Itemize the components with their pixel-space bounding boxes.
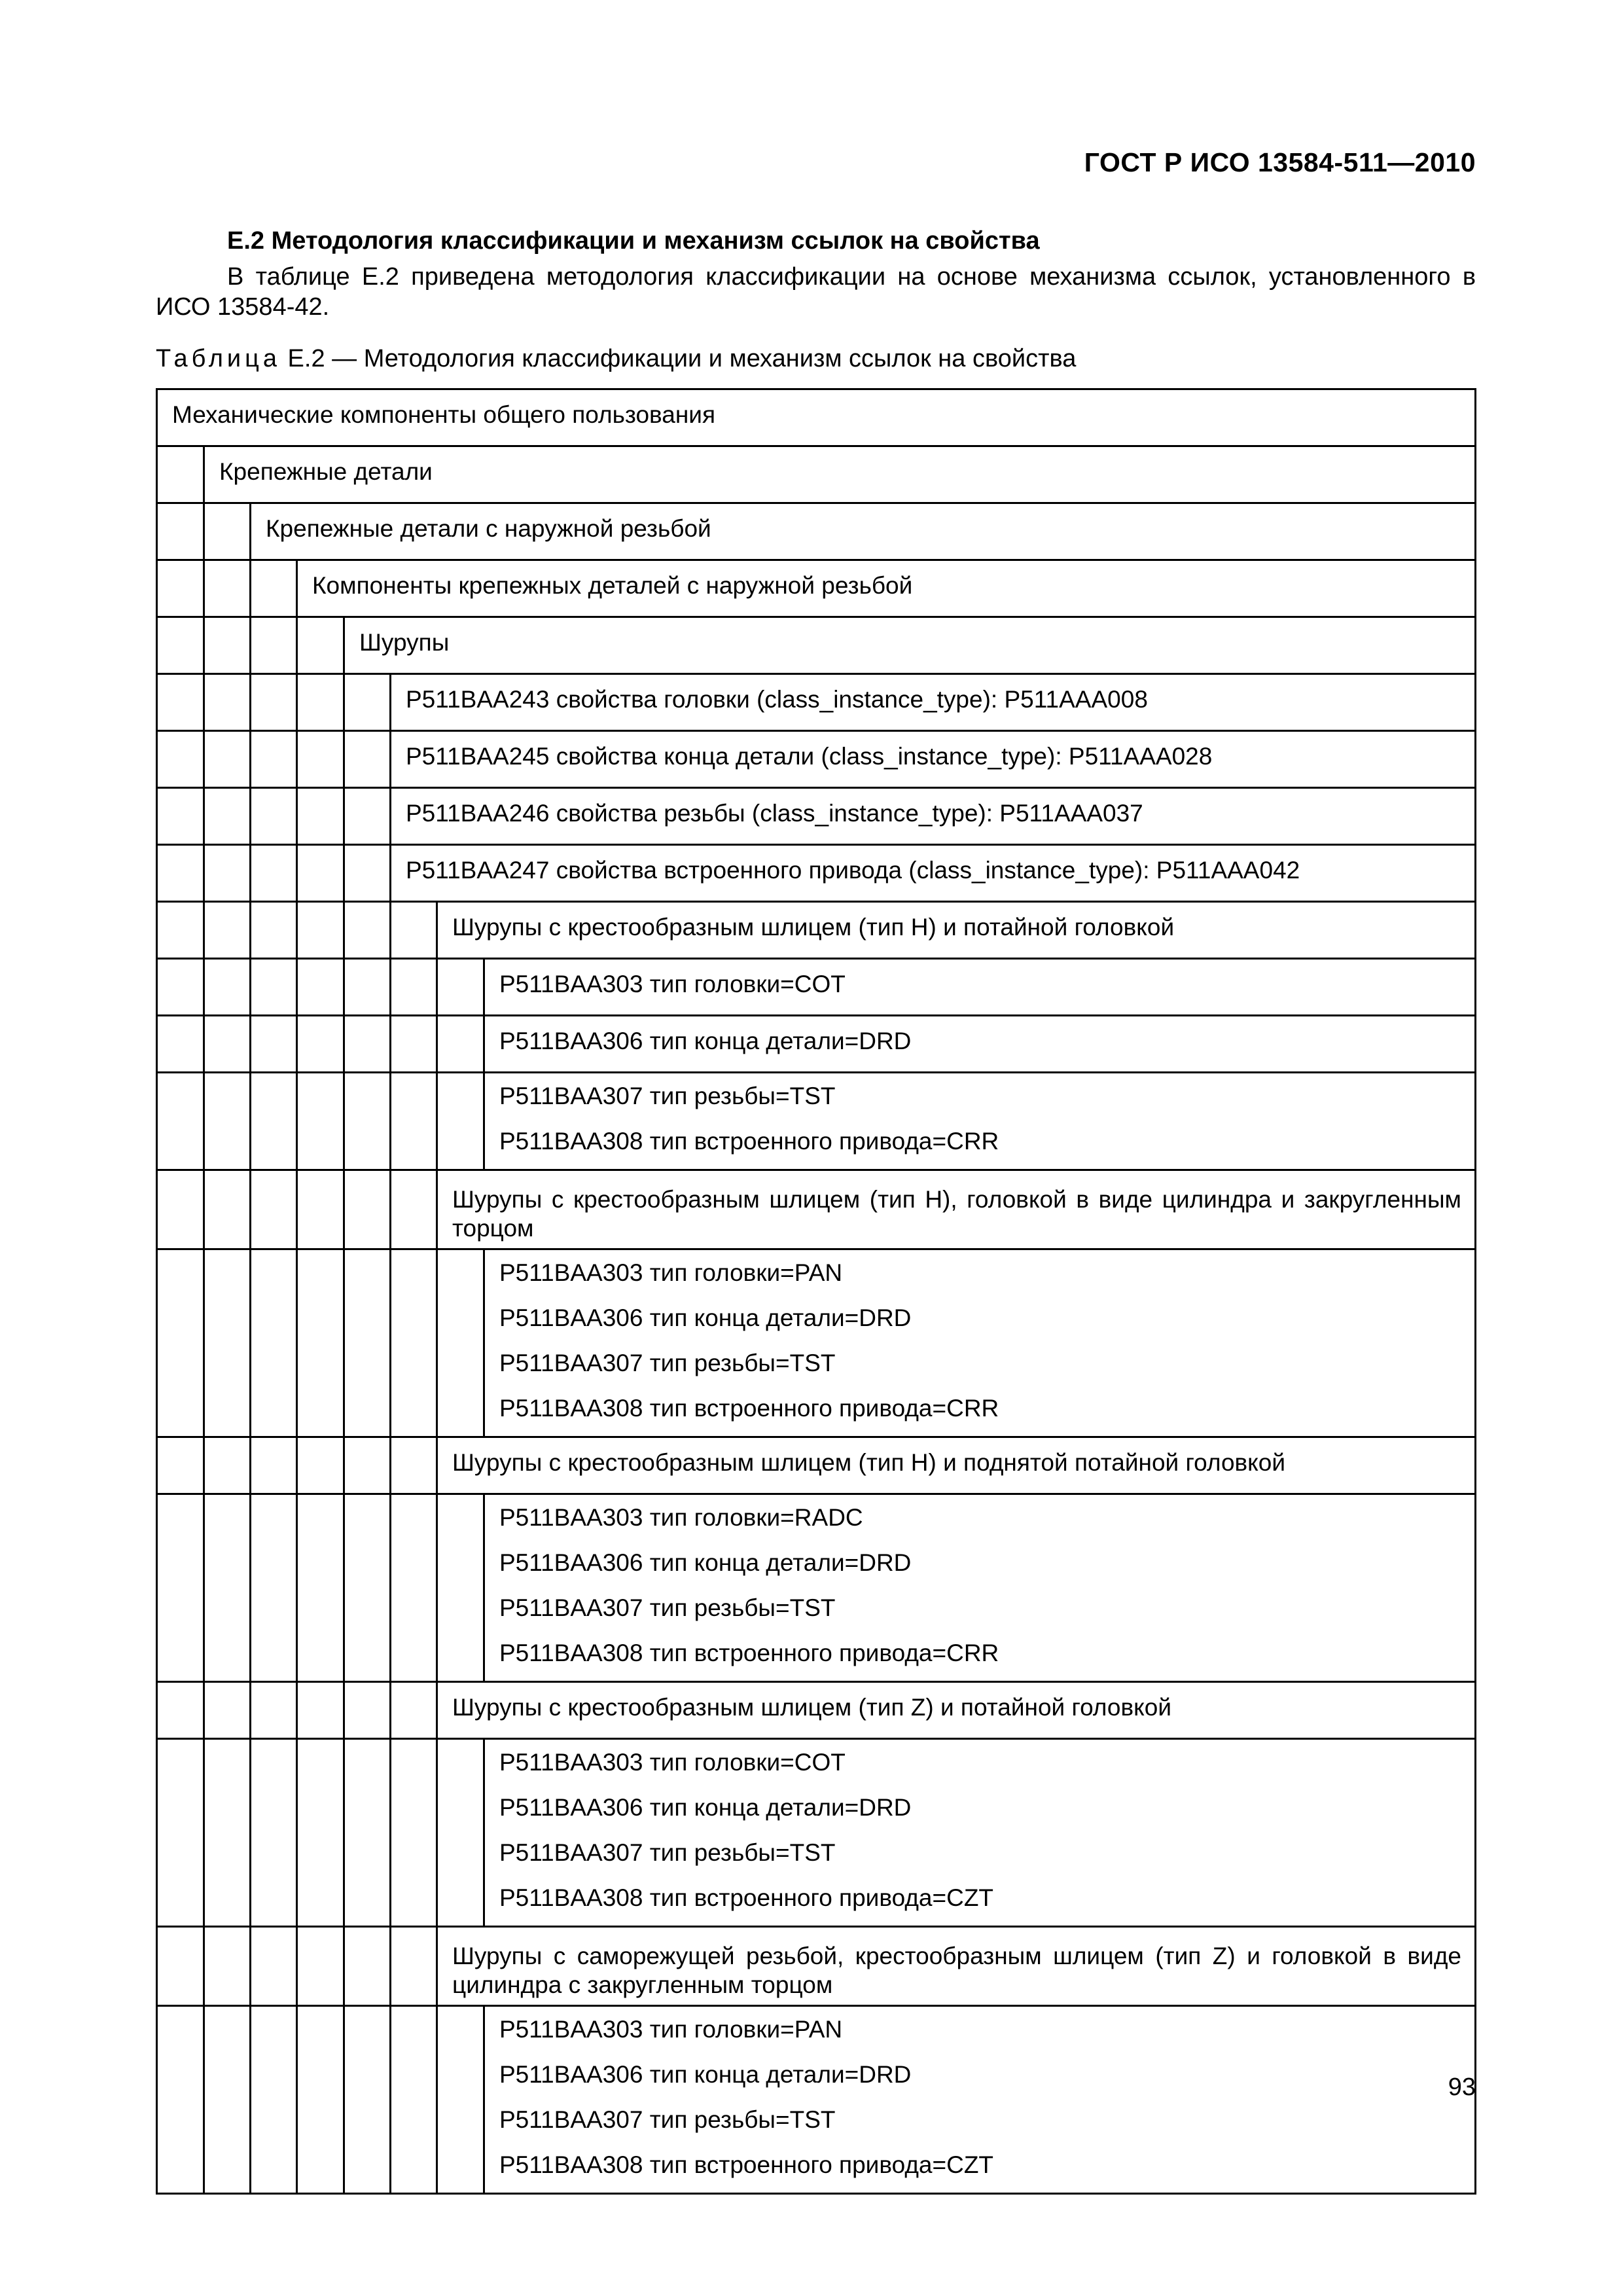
property-values-cell	[484, 1073, 1476, 1170]
property-value: P511BAA303 тип головки=PAN	[499, 1259, 843, 1286]
property-value: P511BAA307 тип резьбы=TST	[499, 1594, 836, 1621]
property-reference: P511BAA246 свойства резьбы (class_instance_type): P511AAA037	[391, 788, 1476, 845]
table-caption	[156, 345, 1076, 373]
table-row	[157, 1249, 1476, 1437]
property-value: P511BAA308 тип встроенного привода=CRR	[499, 1640, 999, 1666]
property-values-cell	[484, 1249, 1476, 1437]
subclass-title: Шурупы с крестообразным шлицем (тип H) и потайной головкой	[437, 902, 1476, 959]
table-row	[157, 560, 1476, 617]
subclass-title: Шурупы с крестообразным шлицем (тип Z) и потайной головкой	[437, 1682, 1476, 1739]
property-value: P511BAA307 тип резьбы=TST	[499, 1350, 836, 1376]
table-row	[157, 503, 1476, 560]
table-row	[157, 1016, 1476, 1073]
table-row	[157, 1494, 1476, 1682]
table-row	[157, 2006, 1476, 2194]
property-values-cell	[484, 2006, 1476, 2194]
property-value: P511BAA307 тип резьбы=TST	[499, 2106, 836, 2133]
table-row	[157, 731, 1476, 788]
property-value: P511BAA308 тип встроенного привода=CZT	[499, 1884, 994, 1911]
table-row	[157, 617, 1476, 674]
subclass-title: Шурупы с саморежущей резьбой, крестообразным шлицем (тип Z) и головкой в виде цилиндра с закругленным торцом	[437, 1927, 1476, 2006]
property-value: P511BAA306 тип конца детали=DRD	[484, 1016, 1476, 1073]
table-row	[157, 446, 1476, 503]
class-level-2: Крепежные детали с наружной резьбой	[251, 503, 1476, 560]
class-level-0: Механические компоненты общего пользования	[157, 389, 1476, 446]
table-row	[157, 788, 1476, 845]
table-row	[157, 1927, 1476, 2006]
table-row	[157, 902, 1476, 959]
class-level-1: Крепежные детали	[204, 446, 1476, 503]
property-value: P511BAA308 тип встроенного привода=CZT	[499, 2151, 994, 2178]
property-value: P511BAA306 тип конца детали=DRD	[499, 2061, 912, 2088]
table-caption-title: Е.2 — Методология классификации и механизм ссылок на свойства	[281, 345, 1077, 372]
table-row	[157, 1437, 1476, 1494]
table-row	[157, 959, 1476, 1016]
intro-paragraph: В таблице Е.2 приведена методология классификации на основе механизма ссылок, установленного в ИСО 13584-42.	[156, 263, 1476, 321]
property-value: P511BAA306 тип конца детали=DRD	[499, 1549, 912, 1576]
property-value: P511BAA307 тип резьбы=TST	[499, 1083, 836, 1109]
classification-table	[156, 388, 1476, 2195]
property-values-cell	[484, 1739, 1476, 1927]
page-number: 93	[1448, 2073, 1476, 2101]
class-level-4: Шурупы	[344, 617, 1476, 674]
table-row	[157, 1170, 1476, 1249]
document-code: ГОСТ Р ИСО 13584-511—2010	[1084, 147, 1476, 177]
subclass-title: Шурупы с крестообразным шлицем (тип H), головкой в виде цилиндра и закругленным торцом	[437, 1170, 1476, 1249]
property-value: P511BAA303 тип головки=PAN	[499, 2016, 843, 2043]
section-heading: Е.2 Методология классификации и механизм ссылок на свойства	[227, 227, 1040, 255]
table-row	[157, 674, 1476, 731]
class-level-3: Компоненты крепежных деталей с наружной резьбой	[297, 560, 1476, 617]
table-row	[157, 1682, 1476, 1739]
property-value: P511BAA308 тип встроенного привода=CRR	[499, 1395, 999, 1422]
table-row	[157, 845, 1476, 902]
property-value: P511BAA303 тип головки=RADC	[499, 1504, 863, 1531]
property-value: P511BAA303 тип головки=COT	[484, 959, 1476, 1016]
table-row	[157, 1739, 1476, 1927]
table-row	[157, 1073, 1476, 1170]
property-reference: P511BAA245 свойства конца детали (class_instance_type): P511AAA028	[391, 731, 1476, 788]
property-reference: P511BAA243 свойства головки (class_instance_type): P511AAA008	[391, 674, 1476, 731]
subclass-title: Шурупы с крестообразным шлицем (тип H) и поднятой потайной головкой	[437, 1437, 1476, 1494]
property-value: P511BAA306 тип конца детали=DRD	[499, 1304, 912, 1331]
property-reference: P511BAA247 свойства встроенного привода (class_instance_type): P511AAA042	[391, 845, 1476, 902]
property-value: P511BAA308 тип встроенного привода=CRR	[499, 1128, 999, 1155]
table-row	[157, 389, 1476, 446]
property-value: P511BAA307 тип резьбы=TST	[499, 1839, 836, 1866]
property-value: P511BAA303 тип головки=COT	[499, 1749, 846, 1776]
property-value: P511BAA306 тип конца детали=DRD	[499, 1794, 912, 1821]
table-caption-prefix: Таблица	[156, 345, 281, 372]
property-values-cell	[484, 1494, 1476, 1682]
